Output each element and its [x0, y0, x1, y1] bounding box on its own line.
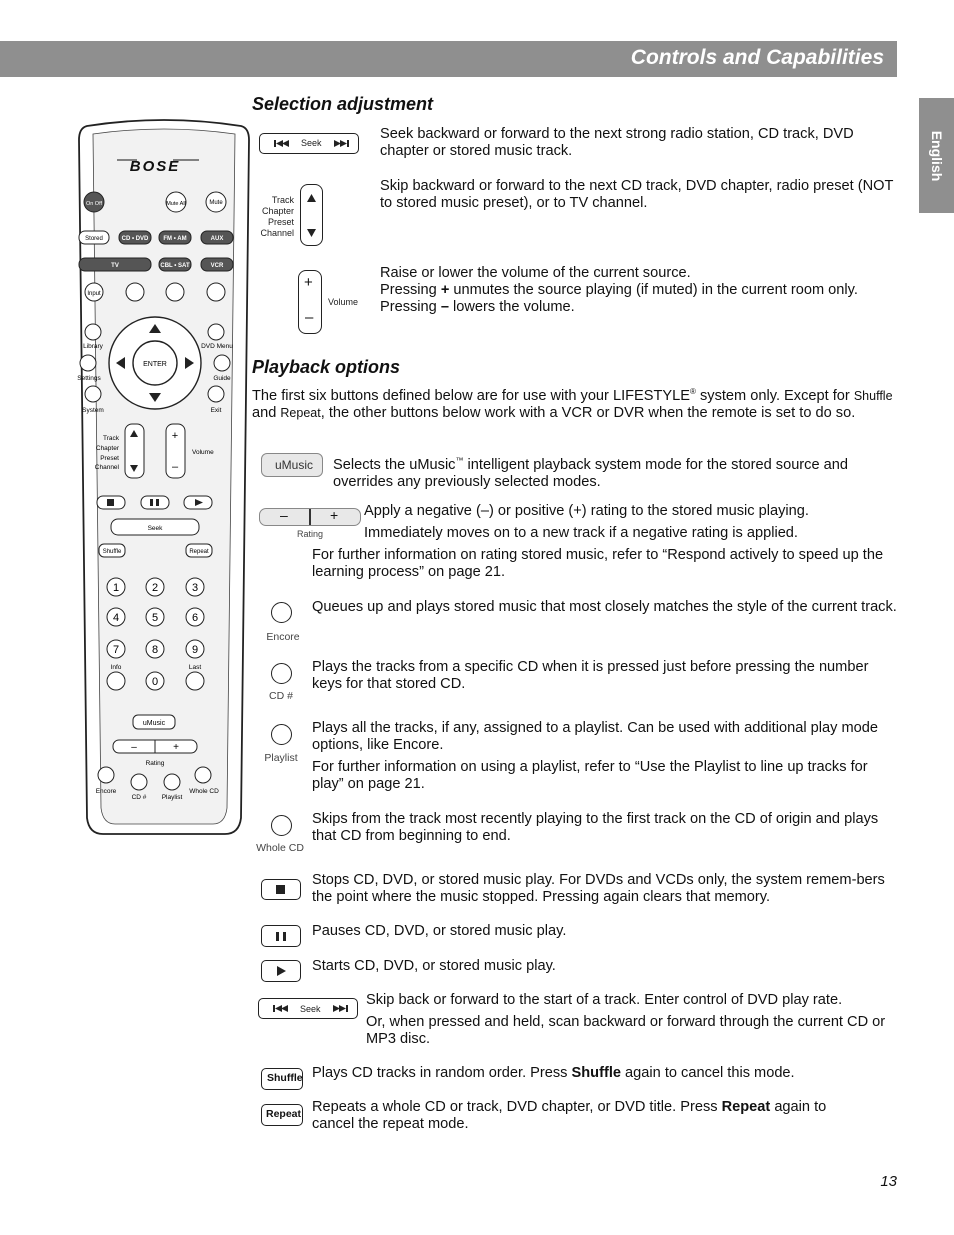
rating-text-1: Apply a negative (–) or positive (+) rating to the stored music playing. [364, 503, 809, 519]
remote-settings-label: Settings [77, 375, 101, 382]
volume-line-1: Raise or lower the volume of the current source. [380, 265, 691, 281]
remote-key-9-label: 9 [191, 644, 199, 656]
volume-line-3-b: – [440, 299, 449, 315]
encore-description: Queues up and plays stored music that most closely matches the style of the current track. [312, 599, 897, 615]
skip-back-icon [274, 140, 289, 147]
intro-part-c: and [252, 404, 281, 421]
volume-line-2-b: + [440, 282, 450, 298]
play-description: Starts CD, DVD, or stored music play. [312, 958, 556, 974]
remote-key-7-label: 7 [112, 644, 120, 656]
whole-cd-button-illustration [271, 815, 292, 836]
svg-text:–: – [131, 742, 137, 753]
remote-key-5-label: 5 [151, 612, 159, 624]
pause-icon [276, 932, 279, 941]
remote-info-button [107, 672, 125, 690]
remote-chapter-label: Chapter [95, 445, 119, 452]
remote-key-6-label: 6 [191, 612, 199, 624]
remote-on-off-4-button [207, 283, 225, 301]
remote-stored-label: Stored [85, 236, 103, 242]
cd-number-description: Plays the tracks from a specific CD when it is pressed just before pressing the number keys for that stored CD. [312, 659, 869, 692]
whole-cd-label: Whole CD [256, 842, 304, 854]
shuffle-button-illustration [261, 1068, 303, 1090]
remote-cbl-sat-label: CBL • SAT [160, 263, 190, 269]
skip-forward-icon [334, 140, 349, 147]
remote-track-label: Track [102, 435, 119, 442]
playlist-label: Playlist [264, 752, 298, 764]
umusic-text-a: Selects the uMusic [333, 456, 456, 473]
remote-guide-button [214, 355, 230, 371]
stop-icon [276, 885, 285, 894]
track-label-line: Preset [267, 217, 294, 227]
remote-library-button [85, 324, 101, 340]
playback-intro [252, 383, 897, 422]
remote-mute-all-label: Mute All [166, 201, 186, 207]
volume-line-2 [380, 282, 895, 299]
language-tab [919, 98, 954, 213]
rating-label: Rating [296, 529, 323, 539]
remote-enter-label: ENTER [143, 361, 167, 368]
playlist-button-illustration [271, 724, 292, 745]
page-number: 13 [880, 1173, 897, 1190]
cd-number-label: CD # [269, 690, 293, 702]
rating-rocker-illustration [259, 508, 361, 526]
remote-info-label: Info [110, 664, 122, 671]
cd-number-button-illustration [271, 663, 292, 684]
volume-line-3 [380, 299, 895, 316]
skip-back-icon [273, 1005, 288, 1012]
pause-description: Pauses CD, DVD, or stored music play. [312, 923, 567, 939]
umusic-label: uMusic [275, 458, 314, 472]
umusic-description [333, 452, 897, 491]
repeat-button-illustration [261, 1104, 303, 1126]
seek-label: Seek [301, 138, 322, 148]
remote-playlist-button [164, 774, 180, 790]
remote-channel-label: Channel [94, 464, 119, 471]
playlist-text-2: For further information on using a playlist, refer to “Use the Playlist to line up tracks for play” on page 21. [312, 759, 868, 792]
skip-button-illustration [258, 998, 358, 1019]
encore-button-illustration [271, 602, 292, 623]
remote-volume-label: Volume [192, 449, 214, 456]
remote-vcr-label: VCR [210, 263, 224, 269]
remote-key-8-label: 8 [151, 644, 159, 656]
repeat-text-a: Repeats a whole CD or track, DVD chapter, or DVD title. Press [312, 1099, 722, 1115]
remote-whole-cd-label: Whole CD [189, 788, 219, 795]
remote-whole-cd-button [195, 767, 211, 783]
volume-rocker-illustration [298, 270, 322, 334]
remote-settings-button [80, 355, 96, 371]
rating-text-2: Immediately moves on to a new track if a negative rating is applied. [364, 525, 798, 541]
remote-key-3-label: 3 [191, 582, 199, 594]
volume-line-2-c: unmutes the source playing (if muted) in the current room only. [449, 282, 858, 298]
remote-repeat-label: Repeat [189, 549, 209, 555]
volume-description [380, 265, 895, 316]
remote-encore-button [98, 767, 114, 783]
track-rocker-illustration [300, 184, 323, 246]
remote-exit-button [208, 386, 224, 402]
remote-cd-button [131, 774, 147, 790]
remote-exit-label: Exit [210, 407, 222, 414]
remote-mute-label: Mute [209, 200, 223, 206]
remote-key-0-label: 0 [151, 676, 159, 688]
stop-button-illustration [261, 879, 301, 900]
remote-preset-label: Preset [100, 455, 119, 462]
remote-on-off-3-button [166, 283, 184, 301]
track-label-line: Chapter [261, 206, 294, 216]
minus-icon: – [280, 507, 288, 523]
plus-icon: + [304, 274, 313, 291]
shuffle-description [312, 1065, 897, 1082]
playback-title: Playback options [252, 357, 401, 377]
intro-part-a: The first six buttons defined below are for use with your LIFESTYLE [252, 387, 691, 404]
pause-button-illustration [261, 925, 301, 947]
remote-input-label: Input [87, 291, 101, 297]
remote-rating-label: Rating [145, 760, 165, 767]
remote-last-button [186, 672, 204, 690]
minus-icon: – [305, 309, 314, 326]
remote-key-1-label: 1 [112, 582, 120, 594]
remote-umusic-label: uMusic [142, 720, 166, 727]
remote-system-label: System [82, 407, 104, 414]
svg-text:+: + [171, 430, 179, 442]
umusic-button-illustration [261, 453, 323, 477]
track-label-line: Track [271, 195, 294, 205]
shuffle-label: Shuffle [267, 1072, 303, 1084]
intro-part-b: system only. Except for [695, 387, 854, 404]
rating-text-3: For further information on rating stored music, refer to “Respond actively to speed up the learning process” on page 21. [312, 547, 884, 580]
up-arrow-icon [307, 194, 316, 202]
remote-cd-label: CD # [131, 794, 147, 801]
remote-playlist-label: Playlist [161, 794, 183, 801]
volume-line-2-a: Pressing [380, 282, 441, 298]
umusic-text-b: intelligent playback system mode for the stored source and overrides any previously selected modes. [333, 456, 848, 490]
plus-icon: + [330, 507, 339, 523]
seek-button-illustration [259, 133, 359, 154]
pause-icon-bar [283, 932, 286, 941]
volume-line-3-c: lowers the volume. [448, 299, 575, 315]
umusic-trademark: ™ [455, 456, 464, 465]
volume-label: Volume [328, 297, 359, 307]
intro-registered: ® [690, 387, 696, 396]
play-icon [277, 966, 286, 976]
down-arrow-icon [307, 229, 316, 237]
remote-encore-label: Encore [95, 788, 117, 795]
whole-cd-description: Skips from the track most recently playing to the first track on the CD of origin and plays that CD from beginning to end. [312, 811, 879, 844]
remote-shuffle-label: Shuffle [102, 549, 122, 555]
remote-seek-label: Seek [147, 525, 163, 532]
stop-description: Stops CD, DVD, or stored music play. For DVDs and VCDs only, the system remem-bers the point where the music stopped. Pressing again clears that memory. [312, 872, 885, 905]
remote-illustration [69, 118, 259, 840]
shuffle-text-c: again to cancel this mode. [621, 1065, 795, 1081]
remote-guide-label: Guide [213, 375, 231, 382]
skip-text-1: Skip back or forward to the start of a track. Enter control of DVD play rate. [366, 992, 843, 1008]
remote-library-label: Library [83, 343, 103, 350]
remote-dvd-menu-button [208, 324, 224, 340]
playlist-text-1: Plays all the tracks, if any, assigned to a playlist. Can be used with additional play mode options, like Encore. [312, 720, 878, 753]
intro-repeat: Repeat [280, 405, 321, 420]
remote-key-2-label: 2 [151, 582, 159, 594]
repeat-description [312, 1099, 857, 1133]
svg-text:+: + [173, 742, 179, 753]
play-button-illustration [261, 960, 301, 982]
shuffle-text-b: Shuffle [571, 1065, 621, 1081]
remote-cd-dvd-label: CD • DVD [121, 236, 149, 242]
selection-title: Selection adjustment [252, 94, 434, 114]
rating-divider [309, 509, 311, 525]
language-tab-label: English [928, 130, 945, 181]
remote-on-off-2-button [126, 283, 144, 301]
remote-tv-label: TV [111, 263, 119, 269]
remote-brand: BOSE [129, 158, 181, 175]
volume-line-3-a: Pressing [380, 299, 441, 315]
intro-shuffle: Shuffle [853, 388, 893, 403]
intro-part-d: , the other buttons below work with a VCR or DVR when the remote is set to do so. [320, 404, 856, 421]
svg-text:–: – [171, 461, 179, 473]
seek-description: Seek backward or forward to the next strong radio station, CD track, DVD chapter or stored music track. [380, 126, 854, 159]
skip-forward-icon [333, 1005, 348, 1012]
skip-text-2: Or, when pressed and held, scan backward or forward through the current CD or MP3 disc. [366, 1014, 886, 1047]
remote-last-label: Last [188, 664, 202, 671]
remote-fm-am-label: FM • AM [163, 236, 187, 242]
repeat-label: Repeat [266, 1108, 302, 1120]
remote-dvd-menu-label: DVD Menu [201, 343, 233, 350]
remote-pause-button [141, 496, 169, 509]
encore-label: Encore [266, 631, 300, 643]
repeat-text-c: again to cancel the repeat mode. [312, 1099, 827, 1132]
remote-on-off-label: On Off [85, 201, 103, 207]
track-rocker-labels [252, 195, 294, 239]
page-title: Controls and Capabilities [630, 46, 884, 69]
repeat-text-b: Repeat [721, 1099, 771, 1115]
skip-description: Skip backward or forward to the next CD track, DVD chapter, radio preset (NOT to stored music preset), or to TV channel. [380, 178, 894, 211]
shuffle-text-a: Plays CD tracks in random order. Press [312, 1065, 572, 1081]
skip-seek-label: Seek [300, 1004, 321, 1014]
remote-system-button [85, 386, 101, 402]
remote-aux-label: AUX [210, 236, 224, 242]
remote-key-4-label: 4 [112, 612, 120, 624]
track-label-line: Channel [260, 228, 294, 238]
